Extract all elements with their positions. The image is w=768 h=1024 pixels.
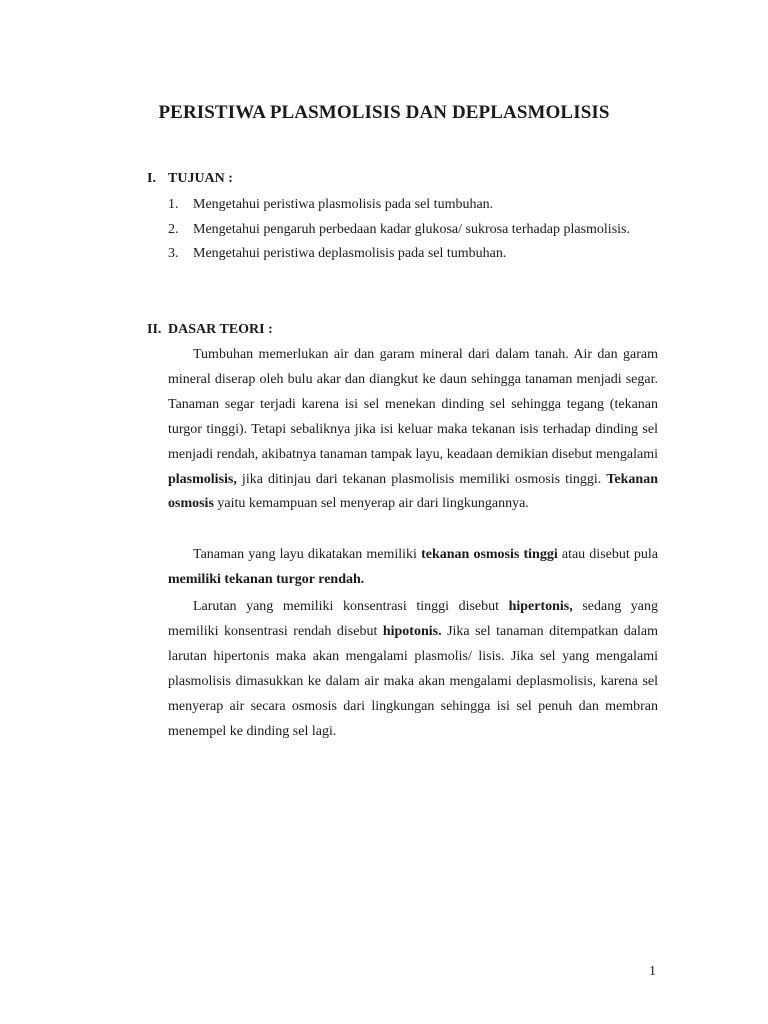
list-item-text: Mengetahui pengaruh perbedaan kadar glukosa/ sukrosa terhadap plasmolisis. [193,221,630,237]
paragraph-2 [168,543,658,593]
list-item [168,218,658,243]
paragraph-text: Larutan yang memiliki konsentrasi tinggi disebut [193,599,509,614]
list-item-text: Mengetahui peristiwa deplasmolisis pada sel tumbuhan. [193,246,507,262]
list-item [168,193,658,218]
bold-term: plasmolisis, [168,471,237,487]
section-heading-dasar-teori [147,322,273,338]
paragraph-text: Jika sel tanaman ditempatkan dalam larutan hipertonis maka akan mengalami plasmolis/ lisis. Jika sel yang mengalami plasmolisis dimasukkan ke dalam air maka akan mengalami deplasmolisis, karena sel menyerap air secara osmosis dari lingkungan sehingga isi sel penuh dan membran menempel ke dinding sel lagi. [168,623,658,739]
section-number: II. [147,322,162,337]
paragraph-text: jika ditinjau dari tekanan plasmolisis memiliki osmosis tinggi. [236,471,607,487]
bold-term: hipotonis. [382,623,442,639]
paragraph-text: atau disebut pula [557,547,658,562]
list-item-number: 2. [168,221,179,237]
paragraph-1 [168,343,658,517]
section-title: TUJUAN : [168,171,233,186]
page-number: 1 [649,964,656,979]
bold-term: Tekanan osmosis [168,471,658,512]
section-heading-tujuan [147,171,233,187]
bold-term: hipertonis, [508,599,573,614]
paragraph-text: yaitu kemampuan sel menyerap air dari lingkungannya. [213,496,529,512]
list-item-text: Mengetahui peristiwa plasmolisis pada sel tumbuhan. [193,197,494,212]
paragraph-3 [168,595,658,744]
list-item-number: 3. [168,246,179,262]
section-number: I. [147,171,156,186]
document-title: PERISTIWA PLASMOLISIS DAN DEPLASMOLISIS [158,102,610,123]
paragraph-text: Tanaman yang layu dikatakan memiliki [193,547,422,562]
list-item [168,242,658,267]
list-item-number: 1. [168,197,179,212]
section-title: DASAR TEORI : [168,322,273,337]
paragraph-text: Tumbuhan memerlukan air dan garam mineral dari dalam tanah. Air dan garam mineral diserap oleh bulu akar dan diangkut ke daun sehingga tanaman menjadi segar. Tanaman segar terjadi karena isi sel menekan dinding sel sehingga tegang (tekanan turgor tinggi). Tetapi sebaliknya jika isi keluar maka tekanan isis terhadap dinding sel menjadi rendah, akibatnya tanaman tampak layu, keadaan demikian disebut mengalami [168,347,658,462]
paragraph-text: sedang yang memiliki konsentrasi rendah disebut [168,599,658,639]
bold-term: memiliki tekanan turgor rendah. [168,571,365,587]
objectives-list [168,193,658,267]
bold-term: tekanan osmosis tinggi [421,547,558,562]
